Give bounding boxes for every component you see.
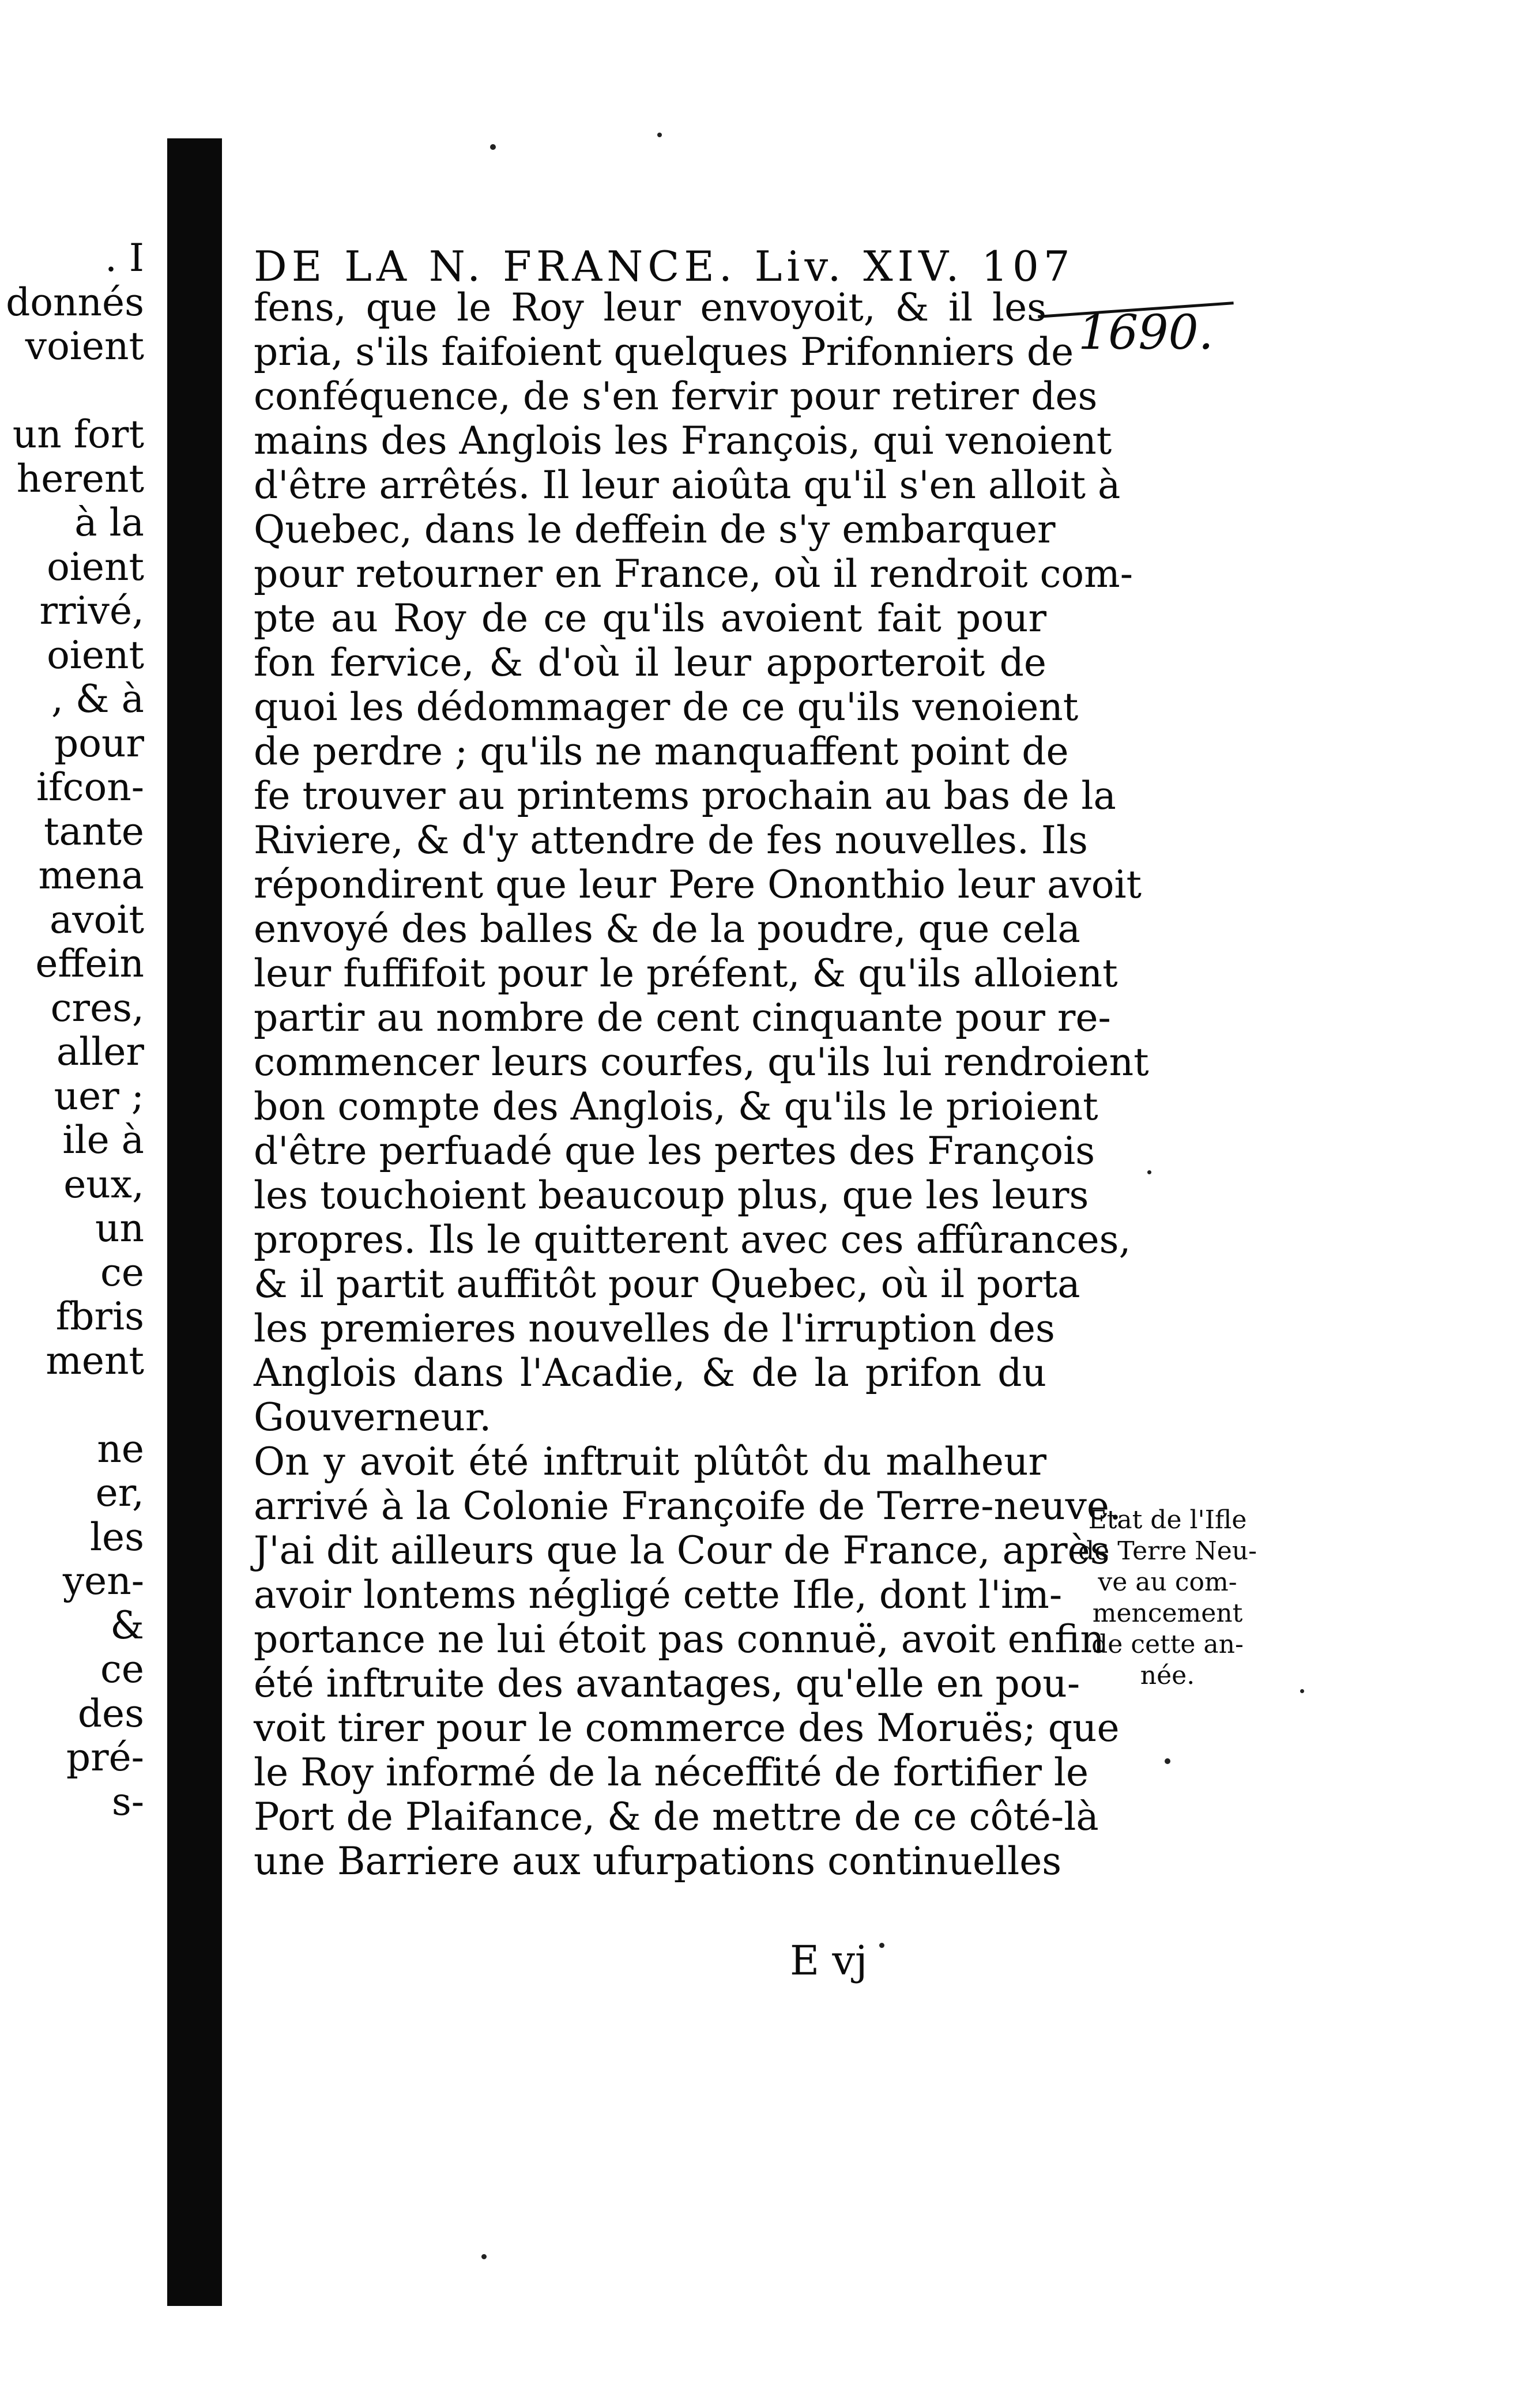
facing-page-line: uer ; (54, 1074, 144, 1118)
text-line: pria, s'ils faifoient quelques Prifonniers de (254, 330, 1074, 374)
facing-page-line: pour (54, 721, 144, 766)
marginal-note-line: Etat de l'Ifle (1088, 1505, 1247, 1535)
facing-page-line: mena (38, 854, 144, 898)
text-line: été inftruite des avantages, qu'elle en pou- (254, 1661, 1080, 1706)
ink-speck (879, 1943, 884, 1948)
facing-page-line (0, 369, 144, 413)
text-line: On y avoit été inftruit plûtôt du malheur (254, 1439, 1046, 1484)
ink-speck (481, 2254, 487, 2259)
facing-page-line: . I (104, 236, 144, 280)
ink-speck (1300, 1689, 1304, 1693)
text-line: pour retourner en France, où il rendroit com- (254, 552, 1133, 596)
text-line: Gouverneur. (254, 1395, 492, 1439)
facing-page-line: les (89, 1515, 144, 1559)
marginal-note-line: née. (1140, 1661, 1195, 1690)
facing-page-line: un fort (12, 413, 144, 457)
text-line: leur fuffifoit pour le préfent, & qu'ils alloient (254, 951, 1118, 996)
text-line: arrivé à la Colonie Françoife de Terre-neuve. (254, 1484, 1121, 1528)
facing-page-line: aller (56, 1030, 144, 1074)
text-line: portance ne lui étoit pas connuë, avoit enfin (254, 1617, 1105, 1661)
facing-page-line: ce (100, 1648, 144, 1691)
facing-page-line: rrivé, (39, 589, 144, 633)
text-line: Riviere, & d'y attendre de fes nouvelles. Ils (254, 818, 1088, 862)
text-line: avoir lontems négligé cette Ifle, dont l'im- (254, 1573, 1063, 1617)
text-line: d'être arrêtés. Il leur aioûta qu'il s'en alloit à (254, 463, 1121, 507)
text-line: les touchoient beaucoup plus, que les leurs (254, 1173, 1089, 1218)
facing-page-line: herent (16, 457, 144, 501)
facing-page-line (0, 1383, 144, 1427)
text-line: J'ai dit ailleurs que la Cour de France, après (254, 1528, 1110, 1573)
marginal-note-line: de cette an- (1091, 1630, 1244, 1659)
text-line: quoi les dédommager de ce qu'ils venoient (254, 685, 1079, 729)
facing-page-line: s- (111, 1780, 144, 1824)
marginal-note (1072, 1505, 1263, 1691)
text-line: répondirent que leur Pere Ononthio leur avoit (254, 862, 1142, 907)
text-line: les premieres nouvelles de l'irruption des (254, 1306, 1055, 1351)
text-line: Port de Plaifance, & de mettre de ce côté-là (254, 1795, 1099, 1839)
running-head: DE LA N. FRANCE. Liv. XIV. 107 (254, 242, 1075, 291)
marginal-note-line: mencement (1092, 1599, 1243, 1628)
ink-speck (657, 133, 662, 137)
facing-page-line: tante (44, 809, 144, 854)
facing-page-fragment (0, 236, 144, 1824)
text-line: d'être perfuadé que les pertes des François (254, 1129, 1095, 1173)
ink-speck (1165, 1758, 1170, 1764)
text-line: fens, que le Roy leur envoyoit, & il les (254, 285, 1046, 330)
binding-gutter-shadow (167, 138, 222, 2306)
facing-page-line: cres, (50, 986, 144, 1030)
facing-page-line: effein (35, 942, 144, 986)
facing-page-line: , & à (51, 677, 144, 721)
facing-page-line: eux, (63, 1162, 144, 1207)
text-line: mains des Anglois les François, qui venoient (254, 419, 1112, 463)
text-line: partir au nombre de cent cinquante pour re- (254, 996, 1111, 1040)
text-line: bon compte des Anglois, & qu'ils le prioient (254, 1084, 1098, 1129)
facing-page-line: des (77, 1691, 144, 1736)
marginal-note-line: ve au com- (1098, 1567, 1237, 1597)
year-margin-note: 1690. (1078, 306, 1214, 360)
facing-page-line: oient (47, 633, 144, 677)
text-line: fe trouver au printems prochain au bas de la (254, 774, 1116, 818)
text-line: propres. Ils le quitterent avec ces affûrances, (254, 1218, 1131, 1262)
facing-page-line: donnés (6, 280, 144, 325)
text-line: & il partit auffitôt pour Quebec, où il porta (254, 1262, 1080, 1306)
signature-mark: E vj (790, 1937, 868, 1984)
facing-page-line: à la (74, 501, 144, 545)
facing-page-line: ne (97, 1427, 144, 1471)
text-line: fon fervice, & d'où il leur apporteroit de (254, 640, 1046, 685)
facing-page-line: fbris (55, 1295, 144, 1339)
facing-page-line: er, (95, 1471, 144, 1515)
facing-page-line: ifcon- (36, 766, 144, 809)
facing-page-line: oient (47, 545, 144, 589)
text-line: Quebec, dans le deffein de s'y embarquer (254, 507, 1056, 552)
facing-page-line: pré- (66, 1736, 144, 1780)
text-line: voit tirer pour le commerce des Moruës; que (254, 1706, 1120, 1750)
facing-page-line: yen- (62, 1559, 144, 1603)
facing-page-line: voient (25, 325, 144, 368)
facing-page-line: ment (46, 1339, 144, 1383)
facing-page-line: & (110, 1603, 144, 1648)
text-line: commencer leurs courfes, qu'ils lui rendroient (254, 1040, 1149, 1084)
text-line: pte au Roy de ce qu'ils avoient fait pour (254, 596, 1046, 640)
text-line: de perdre ; qu'ils ne manquaffent point de (254, 729, 1069, 774)
ink-speck (490, 144, 496, 150)
facing-page-line: ile à (62, 1118, 144, 1162)
facing-page-line: ce (100, 1250, 144, 1295)
text-line: une Barriere aux ufurpations continuelles (254, 1839, 1062, 1883)
facing-page-line: un (95, 1207, 144, 1250)
marginal-note-line: de Terre Neu- (1078, 1536, 1257, 1566)
text-line: conféquence, de s'en fervir pour retirer des (254, 374, 1098, 419)
text-line: envoyé des balles & de la poudre, que cela (254, 907, 1080, 951)
text-line: Anglois dans l'Acadie, & de la prifon du (254, 1351, 1046, 1395)
text-line: le Roy informé de la néceffité de fortifier le (254, 1750, 1089, 1795)
ink-speck (1147, 1170, 1151, 1174)
facing-page-line: avoit (49, 898, 144, 942)
